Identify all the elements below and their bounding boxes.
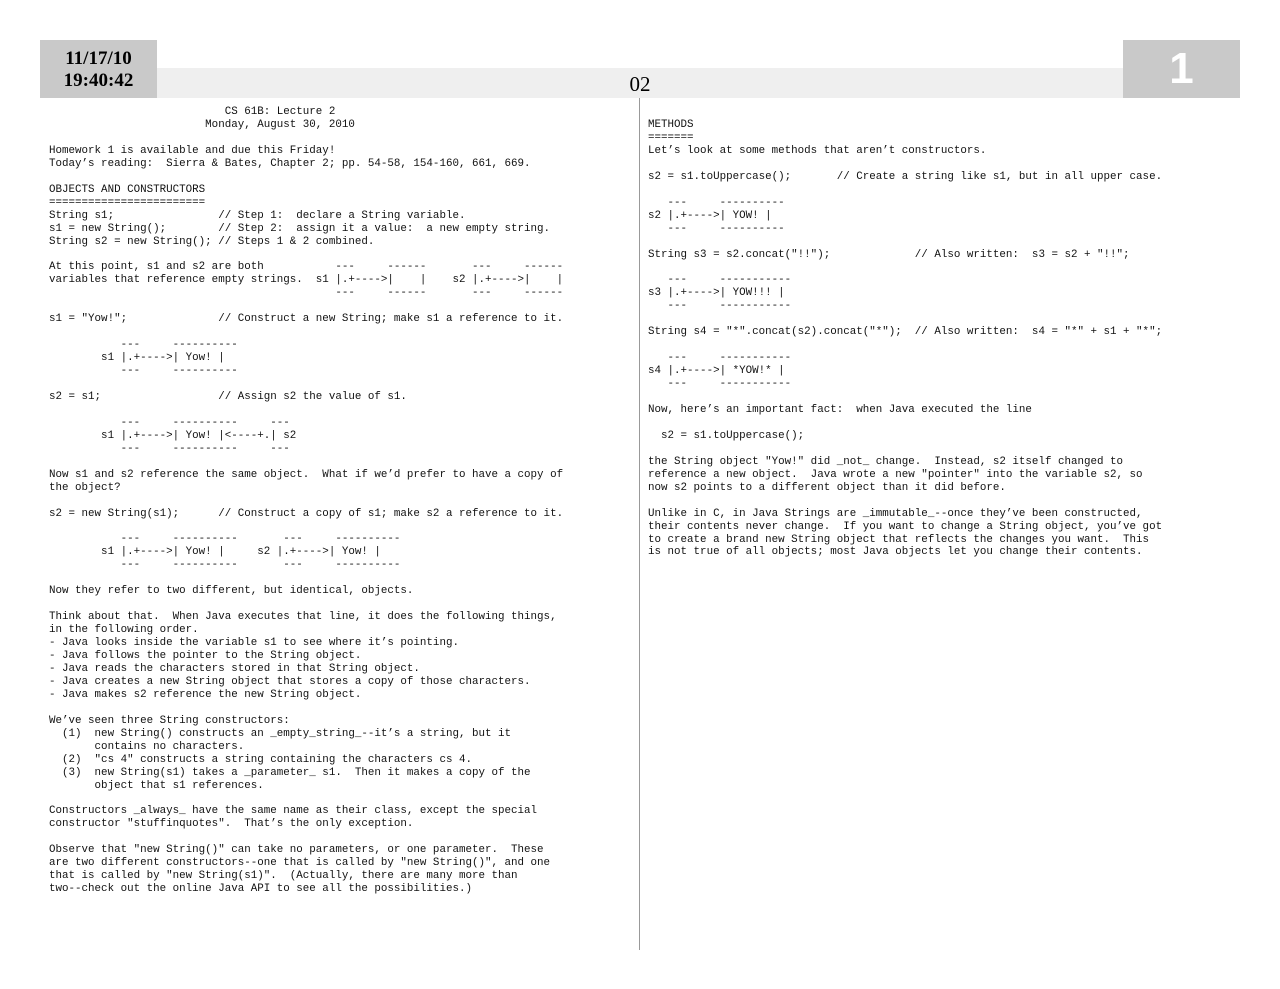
right-column-text: METHODS ======= Let’s look at some methods that aren’t constructors. s2 = s1.toUppercase(); // Create a string like s1, but in all upper case. --- ---------- s2 |.+---->| YOW! | --- ---------- String s3 = s2.concat("!!"); // Also written: s3 = s2 + "!!"; --- ----------- s3 |.+---->| YOW!!! | --- ----------- String s4 = "*".concat(s2).concat("*"); // Also written: s4 = "*" + s1 + "*"; --- ----------- s4 |.+---->| *YOW!* | --- ----------- Now, here’s an important fact: when Java executed the line s2 = s1.toUppercase(); the String object "Yow!" did _not_ change. Instead, s2 itself changed to reference a new object. Java wrote a new "pointer" into the variable s2, so now s2 points to a different object than it did before. Unlike in C, in Java Strings are _immutable_--once they’ve been constructed, their contents never change. If you want to change a String object, you’ve got to create a brand new String object that reflects the changes you want. This is not true of all objects; most Java objects let you change their contents. — [648, 119, 1163, 559]
page-number: 1 — [1123, 40, 1240, 98]
print-timestamp — [40, 40, 157, 98]
page-title: 02 — [629, 72, 651, 96]
left-column-text: CS 61B: Lecture 2 Monday, August 30, 2010 Homework 1 is available and due this Friday! Today’s reading: Sierra & Bates, Chapter 2; pp. 54-58, 154-160, 661, 669. OBJECTS AND CONSTRUCTORS ======================== String s1; // Step 1: declare a String variable. s1 = new String(); // Step 2: assign it a value: a new empty string. String s2 = new String(); // Steps 1 & 2 combined. At this point, s1 and s2 are both --- ------ --- ------ variables that reference empty strings. s1 |.+---->| | s2 |.+---->| | --- ------ --- ------ s1 = "Yow!"; // Construct a new String; make s1 a reference to it. --- ---------- s1 |.+---->| Yow! | --- ---------- s2 = s1; // Assign s2 the value of s1. --- ---------- --- s1 |.+---->| Yow! |<----+.| s2 --- ---------- --- Now s1 and s2 reference the same object. What if we’d prefer to have a copy of the object? s2 = new String(s1); // Construct a copy of s1; make s2 a reference to it. --- ---------- --- ---------- s1 |.+---->| Yow! | s2 |.+---->| Yow! | --- ---------- --- ---------- Now they refer to two different, but identical, objects. Think about that. When Java executes that line, it does the following things, in the following order. - Java looks inside the variable s1 to see where it’s pointing. - Java follows the pointer to the String object. - Java reads the characters stored in that String object. - Java creates a new String object that stores a copy of those characters. - Java makes s2 reference the new String object. We’ve seen three String constructors: (1) new String() constructs an _empty_string_--it’s a string, but it contains no characters. (2) "cs 4" constructs a string containing the characters cs 4. (3) new String(s1) takes a _parameter_ s1. Then it makes a copy of the object that s1 references. Constructors _always_ have the same name as their class, except the special constructor "stuffinquotes". That’s the only exception. Observe that "new String()" can take no parameters, or one parameter. These are two different constructors--one that is called by "new String()", and one that is called by "new String(s1)". (Actually, there are many more than two--check out the online Java API to see all the possibilities.) — [49, 106, 564, 896]
column-divider — [639, 98, 640, 950]
print-date: 11/17/10 — [65, 48, 132, 69]
print-time: 19:40:42 — [63, 70, 134, 91]
